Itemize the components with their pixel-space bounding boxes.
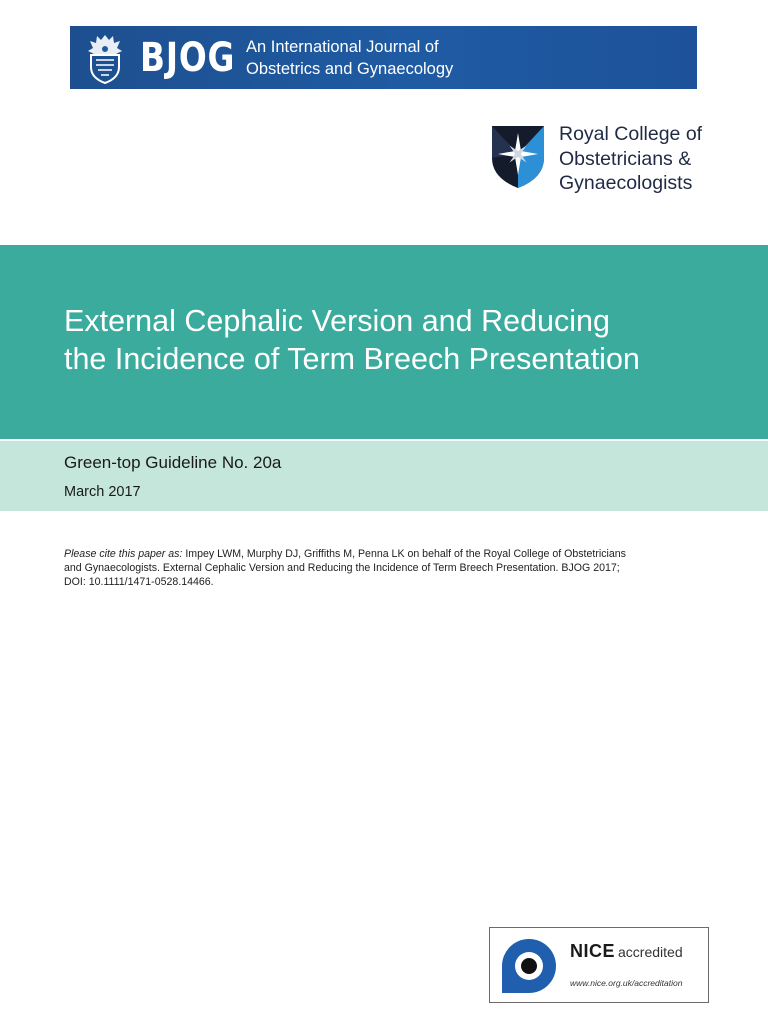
journal-subtitle-line-1: An International Journal of <box>246 38 439 56</box>
citation-line-3: DOI: 10.1111/1471-0528.14466. <box>64 576 214 588</box>
nice-brand: NICE <box>570 941 616 961</box>
publisher-name-line-2: Obstetricians & <box>559 147 692 170</box>
citation-line-1-text: Impey LWM, Murphy DJ, Griffiths M, Penna LK on behalf of the Royal College of Obstetricians <box>182 548 626 560</box>
nice-accredited-label <box>570 941 683 962</box>
nice-accredited-word: accredited <box>618 944 683 960</box>
publisher-name-line-3: Gynaecologists <box>559 172 693 194</box>
journal-banner <box>70 26 697 89</box>
journal-subtitle-line-2: Obstetrics and Gynaecology <box>246 60 454 78</box>
publisher-logo <box>490 122 730 194</box>
document-title <box>64 302 754 378</box>
publisher-name-line-1: Royal College of <box>559 123 703 145</box>
guideline-band <box>0 441 768 511</box>
nice-accreditation-icon <box>498 935 560 997</box>
nice-accreditation-url: www.nice.org.uk/accreditation <box>570 978 683 988</box>
guideline-number: Green-top Guideline No. 20a <box>64 453 282 472</box>
citation-lead: Please cite this paper as: <box>64 548 183 560</box>
document-title-line-2: the Incidence of Term Breech Presentation <box>64 342 640 376</box>
citation-line-2: and Gynaecologists. External Cephalic Version and Reducing the Incidence of Term Breech Presentation. BJOG 2017; <box>64 562 620 574</box>
nice-accreditation-badge <box>489 927 709 1003</box>
journal-subtitle <box>246 36 453 80</box>
journal-logo-text: BJOG <box>140 34 236 81</box>
document-title-line-1: External Cephalic Version and Reducing <box>64 304 610 338</box>
guideline-date: March 2017 <box>64 484 141 500</box>
citation-line-1 <box>64 547 714 561</box>
journal-crest-icon <box>82 31 128 85</box>
citation-block <box>64 547 714 589</box>
shield-star-icon <box>490 124 546 190</box>
publisher-name <box>559 122 702 196</box>
